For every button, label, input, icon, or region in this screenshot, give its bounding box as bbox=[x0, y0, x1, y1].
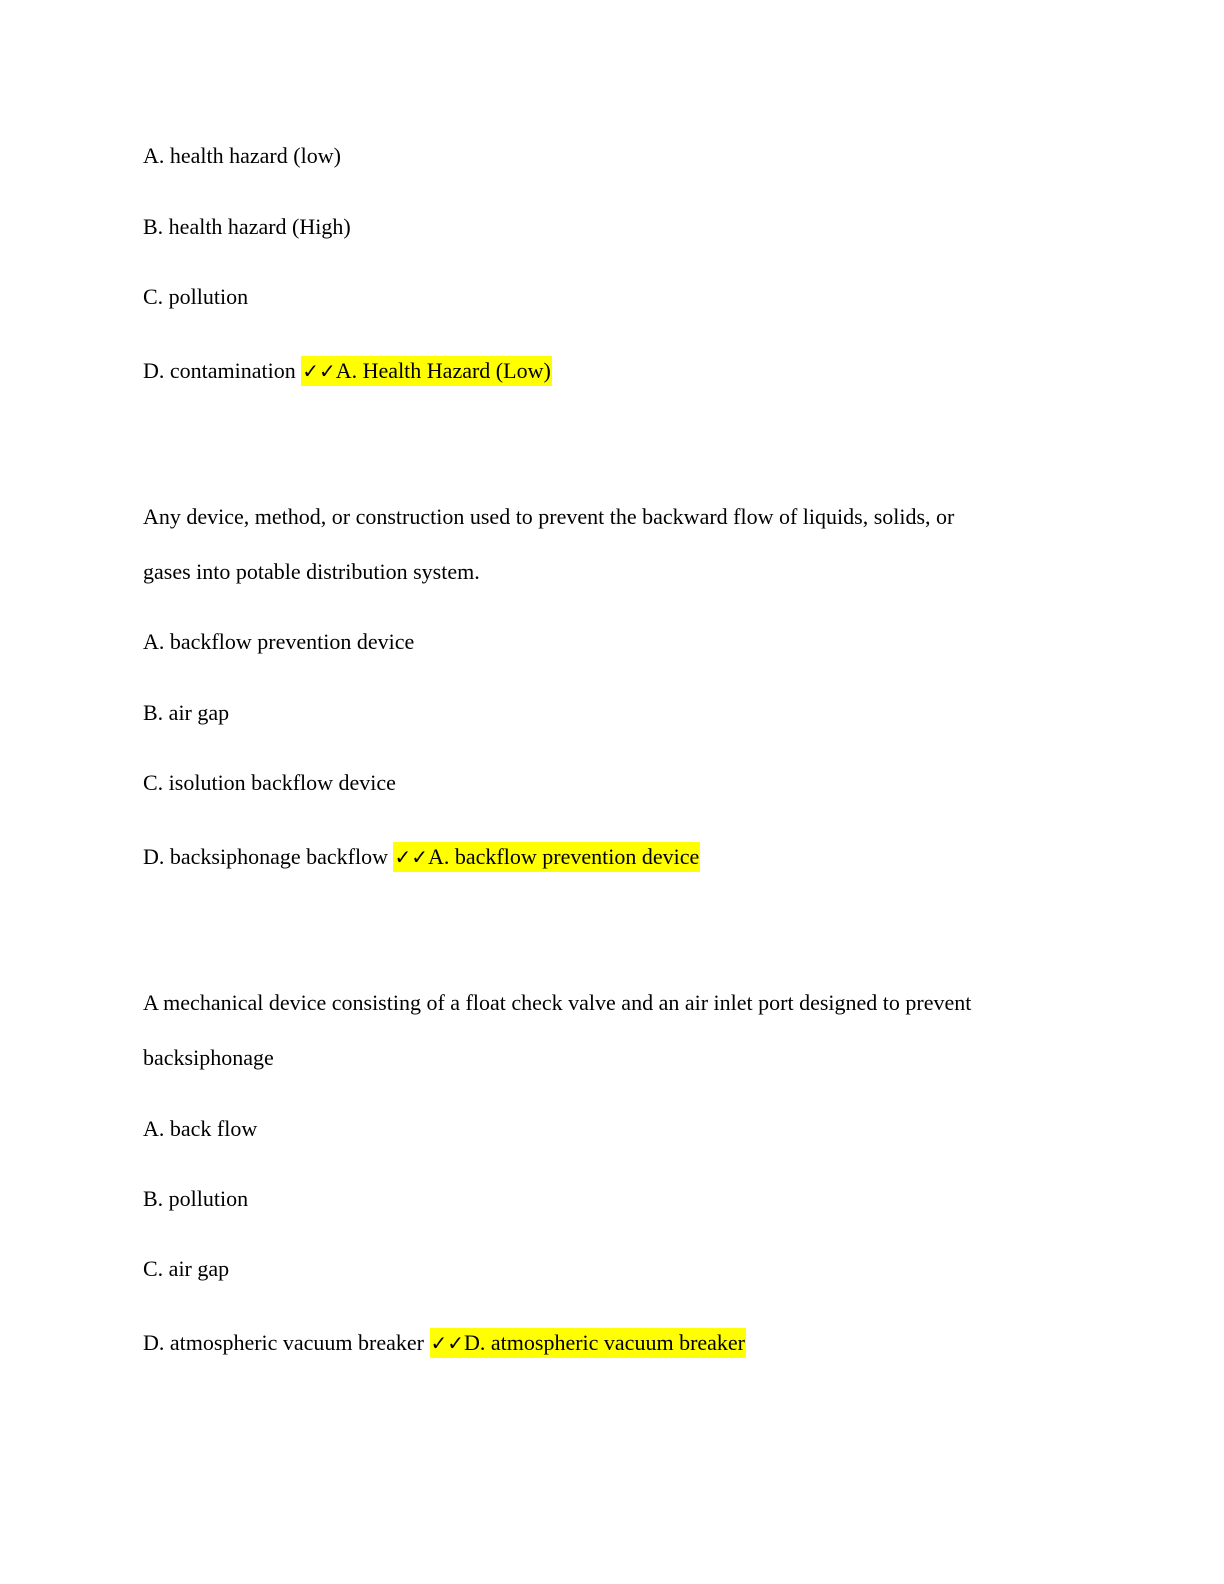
question-prompt-line-1: A mechanical device consisting of a float check valve and an air inlet port designed to prevent bbox=[143, 990, 972, 1015]
answer-text: A. backflow prevention device bbox=[428, 844, 700, 869]
answer-highlight bbox=[393, 842, 700, 872]
option-d-with-answer bbox=[143, 1329, 746, 1357]
option-c: C. pollution bbox=[143, 284, 249, 309]
option-a: A. backflow prevention device bbox=[143, 629, 415, 654]
double-check-icon: ✓✓ bbox=[394, 845, 428, 869]
option-d: D. contamination bbox=[143, 358, 296, 383]
option-c: C. air gap bbox=[143, 1256, 230, 1281]
option-b: B. health hazard (High) bbox=[143, 214, 351, 239]
double-check-icon: ✓✓ bbox=[302, 359, 336, 383]
answer-highlight bbox=[301, 356, 552, 386]
option-d: D. backsiphonage backflow bbox=[143, 844, 388, 869]
question-prompt-line-2: gases into potable distribution system. bbox=[143, 559, 480, 584]
answer-text: D. atmospheric vacuum breaker bbox=[464, 1330, 746, 1355]
option-c: C. isolution backflow device bbox=[143, 770, 396, 795]
answer-text: A. Health Hazard (Low) bbox=[335, 358, 551, 383]
option-d-with-answer bbox=[143, 357, 552, 385]
answer-highlight bbox=[430, 1328, 747, 1358]
option-d-with-answer bbox=[143, 843, 700, 871]
option-a: A. back flow bbox=[143, 1116, 258, 1141]
question-prompt-line-2: backsiphonage bbox=[143, 1045, 274, 1070]
option-b: B. pollution bbox=[143, 1186, 249, 1211]
option-b: B. air gap bbox=[143, 700, 230, 725]
double-check-icon: ✓✓ bbox=[430, 1331, 465, 1355]
question-prompt-line-1: Any device, method, or construction used to prevent the backward flow of liquids, solids, or bbox=[143, 504, 955, 529]
option-d: D. atmospheric vacuum breaker bbox=[143, 1330, 424, 1355]
option-a: A. health hazard (low) bbox=[143, 143, 341, 168]
